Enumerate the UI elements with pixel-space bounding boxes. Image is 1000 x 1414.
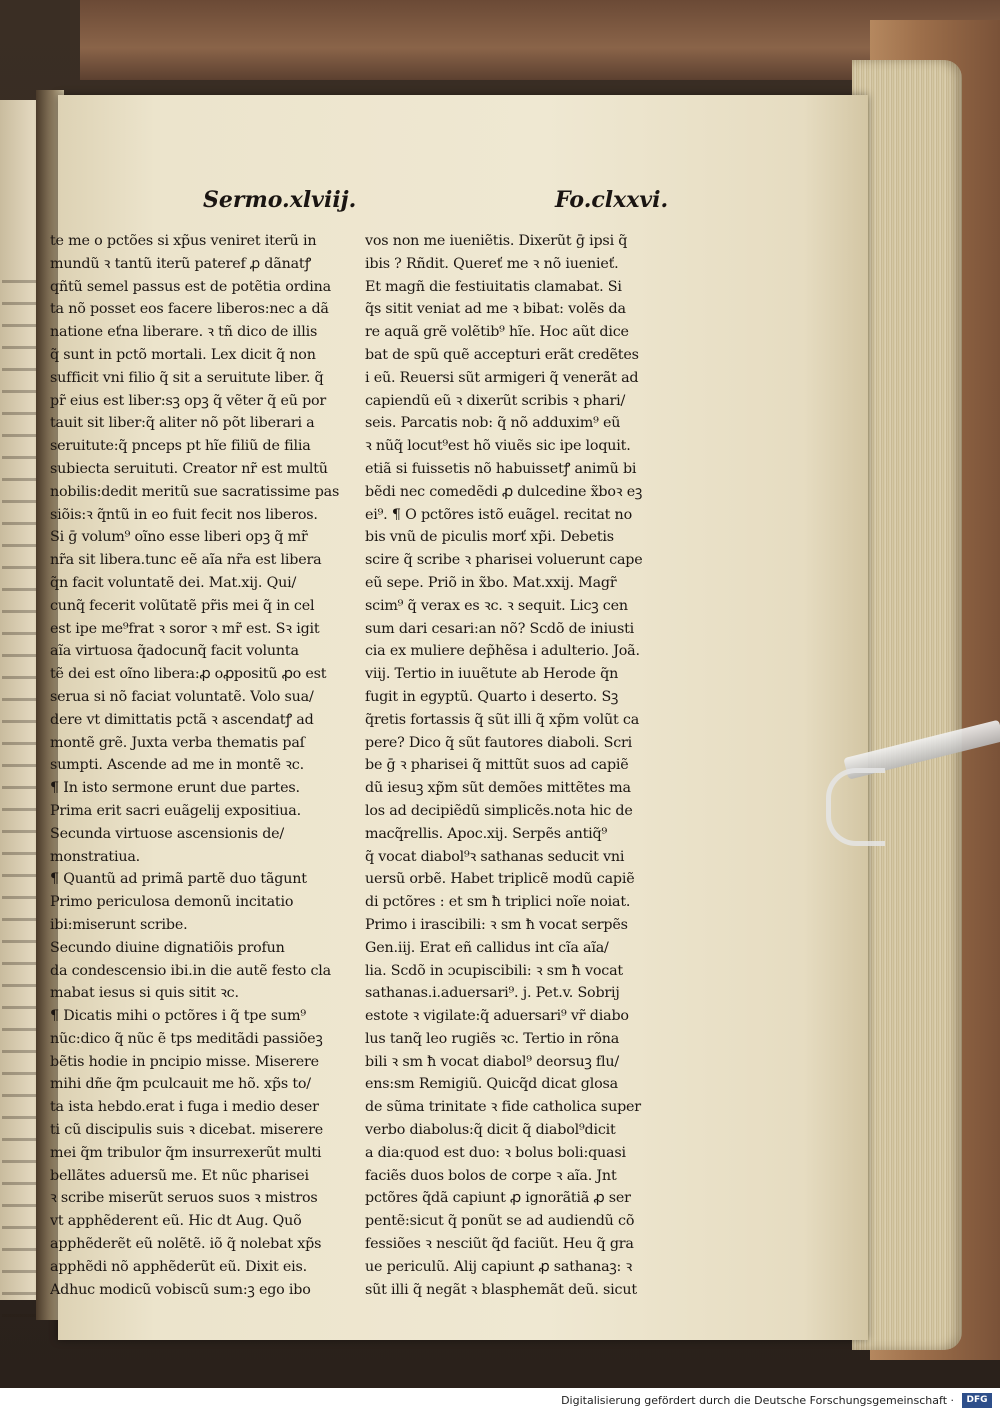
text-line: ibi:miserunt scribe. — [50, 916, 188, 933]
text-line: mabat iesus si quis sitit ꝛc. — [50, 985, 239, 1002]
text-line: cia ex muliere dep̃hẽsa i adulterio. Joã. — [365, 643, 640, 660]
text-line: apphẽdi nõ apphẽderũt eũ. Dixit eis. — [50, 1258, 307, 1275]
text-line: scire q̃ scribe ꝛ pharisei voluerunt cape — [365, 552, 643, 569]
text-line: da condescensio ibi.in die autẽ festo cla — [50, 962, 331, 979]
text-line: capiendũ eũ ꝛ dixerũt scribis ꝛ phari/ — [365, 392, 626, 409]
text-line: cunq̃ fecerit volũtatẽ pr̃is mei q̃ in cel — [50, 597, 315, 614]
text-line: verbo diabolus:q̃ dicit q̃ diabol⁹dicit — [365, 1122, 616, 1139]
book-page — [50, 95, 868, 1340]
funding-note: Digitalisierung gefördert durch die Deutsche Forschungsgemeinschaft · — [561, 1394, 954, 1407]
text-line: dere vt dimittatis pctã ꝛ ascendatꝭ ad — [50, 711, 314, 728]
text-line: aĩa virtuosa q̃adocunq̃ facit volunta — [50, 643, 299, 660]
text-line: eũ sepe. Priõ in x̃bo. Mat.xxij. Magr̃ — [365, 574, 617, 591]
text-line: sum dari cesari:an nõ? Scdõ de iniusti — [365, 620, 635, 637]
text-line: ta ista hebdo.erat i fuga i medio deser — [50, 1099, 319, 1116]
running-header-sermon: Sermo.xlviij. — [203, 187, 357, 213]
page-clip — [826, 748, 996, 836]
text-line: ta nõ posset eos facere liberos:nec a dã — [50, 301, 329, 318]
text-line: Gen.iij. Erat eñ callidus int cĩa aĩa/ — [365, 939, 609, 956]
text-line: pctõres q̃dã capiunt ꝓ ignorãtiã ꝓ ser — [365, 1190, 631, 1207]
text-column-right — [365, 230, 670, 1301]
text-line: estote ꝛ vigilate:q̃ aduersari⁹ vr̃ diabo — [365, 1008, 629, 1025]
text-line: ¶ Dicatis mihi o pctõres i q̃ tpe sum⁹ — [50, 1008, 306, 1025]
text-line: seruitute:q̃ pnceps pt hĩe filiũ de filia — [50, 438, 311, 455]
text-line: seis. Parcatis nob: q̃ nõ adduxim⁹ eũ — [365, 415, 621, 432]
text-line: sumpti. Ascende ad me in montẽ ꝛc. — [50, 757, 304, 774]
text-line: ꝛ nũq̃ locut⁹est hõ viuẽs sic ipe loquit. — [365, 438, 631, 455]
text-line: tauit sit liber:q̃ aliter nõ põt liberari a — [50, 415, 315, 432]
text-line: q̃ vocat diabol⁹ꝛ sathanas seducit vni — [365, 848, 625, 865]
text-line: Secundo diuine dignatiõis profun — [50, 939, 285, 956]
text-line: pentẽ:sicut q̃ ponũt se ad audiendũ cõ — [365, 1213, 635, 1230]
footer-bar — [0, 1388, 1000, 1414]
text-line: bili ꝛ sm ħ vocat diabol⁹ deorsuꝫ flu/ — [365, 1053, 620, 1070]
text-line: macq̃rellis. Apoc.xij. Serpẽs antiq̃⁹ — [365, 825, 607, 842]
text-line: mei q̃m tribulor q̃m insurrexerũt multi — [50, 1144, 322, 1161]
text-line: lus tanq̃ leo rugiẽs ꝛc. Tertio in rõna — [365, 1030, 620, 1047]
clip-loop — [826, 768, 885, 846]
text-line: dũ iesuꝫ xp̃m sũt demões mittẽtes ma — [365, 780, 631, 797]
text-line: uersũ orbẽ. Habet triplicẽ modũ capiẽ — [365, 871, 635, 888]
text-line: de sũma trinitate ꝛ fide catholica super — [365, 1099, 641, 1116]
text-line: nũc:dico q̃ nũc ẽ tps meditãdi passiõeꝫ — [50, 1030, 323, 1047]
text-line: i eũ. Reuersi sũt armigeri q̃ venerãt ad — [365, 369, 639, 386]
text-line: bat de spũ quẽ accepturi erãt credẽtes — [365, 346, 639, 363]
text-line: Secunda virtuose ascensionis de/ — [50, 825, 285, 842]
text-line: tẽ dei est oĩno libera:ꝓ oꝓpositũ ꝓo est — [50, 666, 327, 683]
text-line: ue periculũ. Alij capiunt ꝓ sathanaꝫ: ꝛ — [365, 1258, 633, 1275]
text-line: bẽtis hodie in pncipio misse. Miserere — [50, 1053, 319, 1070]
text-line: q̃retis fortassis q̃ sũt illi q̃ xp̃m volũt ca — [365, 711, 640, 728]
text-line: bẽdi nec comedẽdi ꝓ dulcedine x̃boꝛ eꝫ — [365, 483, 643, 500]
text-line: monstratiua. — [50, 848, 141, 865]
text-line: Primo i irascibili: ꝛ sm ħ vocat serpẽs — [365, 916, 628, 933]
text-line: lia. Scdõ in ɔcupiscibili: ꝛ sm ħ vocat — [365, 962, 623, 979]
text-line: nobilis:dedit meritũ sue sacratissime pas — [50, 483, 340, 500]
text-line: etiã si fuissetis nõ habuissetꝭ animũ bi — [365, 460, 637, 477]
text-line: viij. Tertio in iuuẽtute ab Herode q̃n — [365, 666, 619, 683]
text-line: mihi dñe q̃m pculcauit me hõ. xp̃s to/ — [50, 1076, 311, 1093]
text-line: Adhuc modicũ vobiscũ sum:ꝫ ego ibo — [50, 1281, 311, 1298]
text-line: ti cũ discipulis suis ꝛ dicebat. miserere — [50, 1122, 323, 1139]
text-line: q̃n facit voluntatẽ dei. Mat.xij. Qui/ — [50, 574, 297, 591]
text-line: sũt illi q̃ negãt ꝛ blasphemãt deũ. sicut — [365, 1281, 637, 1298]
text-line: scim⁹ q̃ verax es ꝛc. ꝛ sequit. Licꝫ cen — [365, 597, 628, 614]
text-line: los ad decipiẽdũ simplicẽs.nota hic de — [365, 802, 633, 819]
text-line: Si ḡ volum⁹ oĩno esse liberi opꝫ q̃ mr̃ — [50, 529, 308, 546]
text-line: fessiões ꝛ nesciũt q̃d faciũt. Heu q̃ gra — [365, 1236, 634, 1253]
text-line: di pctõres : et sm ħ triplici noĩe noiat. — [365, 894, 631, 911]
text-line: ¶ In isto sermone erunt due partes. — [50, 780, 300, 797]
text-line: qñtũ semel passus est de potẽtia ordina — [50, 278, 331, 295]
text-line: sufficit vni filio q̃ sit a seruitute liber. q̃ — [50, 369, 324, 386]
text-line: montẽ grẽ. Juxta verba thematis paſ — [50, 734, 305, 751]
text-line: natione eťna liberare. ꝛ tñ dico de illis — [50, 324, 318, 341]
text-line: ens:sm Remigiũ. Quicq̃d dicat glosa — [365, 1076, 618, 1093]
text-line: subiecta seruituti. Creator nr̃ est multũ — [50, 460, 328, 477]
text-line: ei⁹. ¶ O pctõres istõ euãgel. recitat no — [365, 506, 632, 523]
text-line: vos non me iueniẽtis. Dixerũt ḡ ipsi q̃ — [365, 233, 628, 249]
text-line: pere? Dico q̃ sũt fautores diaboli. Scri — [365, 734, 633, 751]
text-line: serua si nõ faciat voluntatẽ. Volo sua/ — [50, 688, 314, 705]
text-line: est ipe me⁹frat ꝛ soror ꝛ mr̃ est. Sꝛ igit — [50, 620, 320, 637]
folio-number: Fo.clxxvi. — [555, 187, 669, 213]
text-line: be ḡ ꝛ pharisei q̃ mittũt suos ad capiẽ — [365, 757, 629, 774]
text-line: Primo periculosa demonũ incitatio — [50, 894, 294, 911]
text-line: ¶ Quantũ ad primã partẽ duo tãgunt — [50, 871, 307, 888]
text-line: q̃s sitit veniat ad me ꝛ bibat: volẽs da — [365, 301, 626, 318]
text-line: bis vnũ de piculis morť xp̃i. Debetis — [365, 529, 614, 546]
text-line: te me o pctões si xp̃us veniret iterũ in — [50, 233, 317, 249]
dfg-logo: DFG — [962, 1393, 992, 1408]
text-line: bellãtes aduersũ me. Et nũc pharisei — [50, 1167, 309, 1184]
text-line: a dia:quod est duo: ꝛ bolus boli:quasi — [365, 1144, 626, 1161]
text-line: re aquã grẽ volẽtib⁹ hĩe. Hoc aũt dice — [365, 324, 629, 341]
text-line: faciẽs duos bolos de corpe ꝛ aĩa. Jnt — [365, 1167, 617, 1184]
text-line: q̃ sunt in pctõ mortali. Lex dicit q̃ non — [50, 346, 316, 363]
text-line: pr̃ eius est liber:sꝫ opꝫ q̃ vẽter q̃ eũ por — [50, 392, 327, 409]
text-line: nr̃a sit libera.tunc eẽ aĩa nr̃a est libera — [50, 552, 322, 569]
page-fore-edge — [852, 60, 962, 1350]
text-line: fugit in egyptũ. Quarto i deserto. Sꝫ — [365, 688, 619, 705]
text-line: Et magñ die festiuitatis clamabat. Si — [365, 278, 622, 295]
text-line: apphẽderẽt eũ nolẽtẽ. iõ q̃ nolebat xp̃s — [50, 1236, 322, 1253]
text-line: ꝛ scribe miserũt seruos suos ꝛ mistros — [50, 1190, 318, 1207]
text-line: ibis ? Rñdit. Quereť me ꝛ nõ iuenieť. — [365, 255, 619, 272]
text-line: siõis:ꝛ q̃ntũ in eo fuit fecit nos liberos. — [50, 506, 318, 523]
text-line: mundũ ꝛ tantũ iterũ pateref ꝓ dãnatꝭ — [50, 255, 312, 272]
text-column-left — [50, 230, 352, 1301]
text-line: vt apphẽderent eũ. Hic dt Aug. Quõ — [50, 1213, 302, 1230]
text-line: Prima erit sacri euãgelij expositiua. — [50, 802, 301, 819]
text-line: sathanas.i.aduersari⁹. j. Pet.v. Sobrij — [365, 985, 620, 1002]
